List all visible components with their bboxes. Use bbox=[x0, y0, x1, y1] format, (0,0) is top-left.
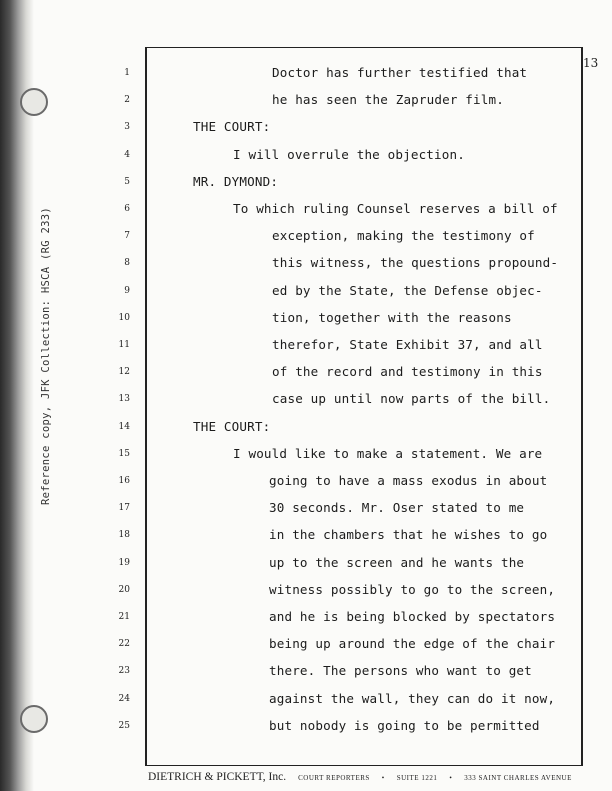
transcript-line: in the chambers that he wishes to go bbox=[269, 527, 548, 543]
line-number: 12 bbox=[118, 367, 130, 378]
line-number: 16 bbox=[118, 476, 130, 486]
binding-edge bbox=[0, 0, 34, 791]
transcript-line: I will overrule the objection. bbox=[233, 146, 465, 162]
line-number: 9 bbox=[124, 285, 130, 296]
punch-hole-top bbox=[20, 88, 48, 116]
transcript-line: there. The persons who want to get bbox=[269, 663, 532, 679]
line-number: 17 bbox=[118, 503, 130, 514]
line-number: 11 bbox=[118, 340, 130, 350]
line-number: 10 bbox=[118, 312, 130, 323]
line-number: 19 bbox=[118, 557, 130, 568]
transcript-line: MR. DYMOND: bbox=[193, 173, 279, 189]
line-number: 4 bbox=[124, 149, 130, 160]
line-number: 22 bbox=[118, 639, 130, 650]
transcript-line: of the record and testimony in this bbox=[272, 364, 543, 380]
line-number: 23 bbox=[118, 666, 130, 677]
footer-firm: DIETRICH & PICKETT, Inc. bbox=[148, 771, 287, 783]
line-number: 13 bbox=[118, 394, 130, 405]
transcript-line: tion, together with the reasons bbox=[272, 309, 512, 325]
reference-note: Reference copy, JFK Collection: HSCA (RG 233) bbox=[40, 207, 52, 505]
line-number: 25 bbox=[118, 720, 130, 731]
line-number: 5 bbox=[124, 176, 130, 187]
page-number: 13 bbox=[583, 56, 599, 70]
line-number: 15 bbox=[118, 448, 130, 459]
line-number: 2 bbox=[124, 95, 130, 106]
transcript-line: and he is being blocked by spectators bbox=[269, 609, 556, 624]
line-number: 3 bbox=[124, 122, 130, 133]
transcript-line: ed by the State, the Defense objec- bbox=[272, 282, 543, 298]
line-number: 24 bbox=[118, 693, 130, 704]
transcript-line: 30 seconds. Mr. Oser stated to me bbox=[269, 500, 525, 516]
transcript-line: To which ruling Counsel reserves a bill of bbox=[233, 201, 558, 216]
transcript-line: therefor, State Exhibit 37, and all bbox=[272, 337, 543, 352]
transcript-line: this witness, the questions propound- bbox=[272, 255, 559, 271]
transcript-line: against the wall, they can do it now, bbox=[269, 690, 556, 706]
line-number: 7 bbox=[124, 231, 130, 242]
line-number: 8 bbox=[124, 258, 130, 269]
footer-address: 333 SAINT CHARLES AVENUE bbox=[464, 774, 572, 782]
footer-role: COURT REPORTERS bbox=[298, 774, 370, 782]
footer: DIETRICH & PICKETT, Inc. COURT REPORTERS • SUITE 1221 • 333 SAINT CHARLES AVENUE bbox=[148, 771, 572, 783]
footer-suite: SUITE 1221 bbox=[396, 774, 438, 782]
transcript-line: exception, making the testimony of bbox=[272, 228, 535, 244]
line-number: 20 bbox=[118, 584, 130, 595]
transcript-line: THE COURT: bbox=[193, 119, 271, 135]
transcript-line: case up until now parts of the bill. bbox=[272, 391, 551, 407]
transcript-line: going to have a mass exodus in about bbox=[269, 473, 548, 488]
transcript-line: THE COURT: bbox=[193, 418, 271, 434]
transcript-line: he has seen the Zapruder film. bbox=[272, 92, 504, 108]
transcript-line: being up around the edge of the chair bbox=[269, 636, 556, 652]
transcript-line: Doctor has further testified that bbox=[272, 65, 528, 80]
punch-hole-bottom bbox=[20, 705, 48, 733]
line-number: 1 bbox=[124, 68, 130, 78]
transcript-line: witness possibly to go to the screen, bbox=[269, 581, 556, 597]
line-number: 21 bbox=[118, 612, 130, 622]
transcript-line: up to the screen and he wants the bbox=[269, 554, 525, 570]
line-number: 6 bbox=[124, 204, 130, 214]
line-number: 18 bbox=[118, 530, 130, 541]
line-number: 14 bbox=[118, 421, 130, 432]
transcript-line: but nobody is going to be permitted bbox=[269, 717, 540, 733]
transcript-line: I would like to make a statement. We are bbox=[233, 445, 543, 461]
